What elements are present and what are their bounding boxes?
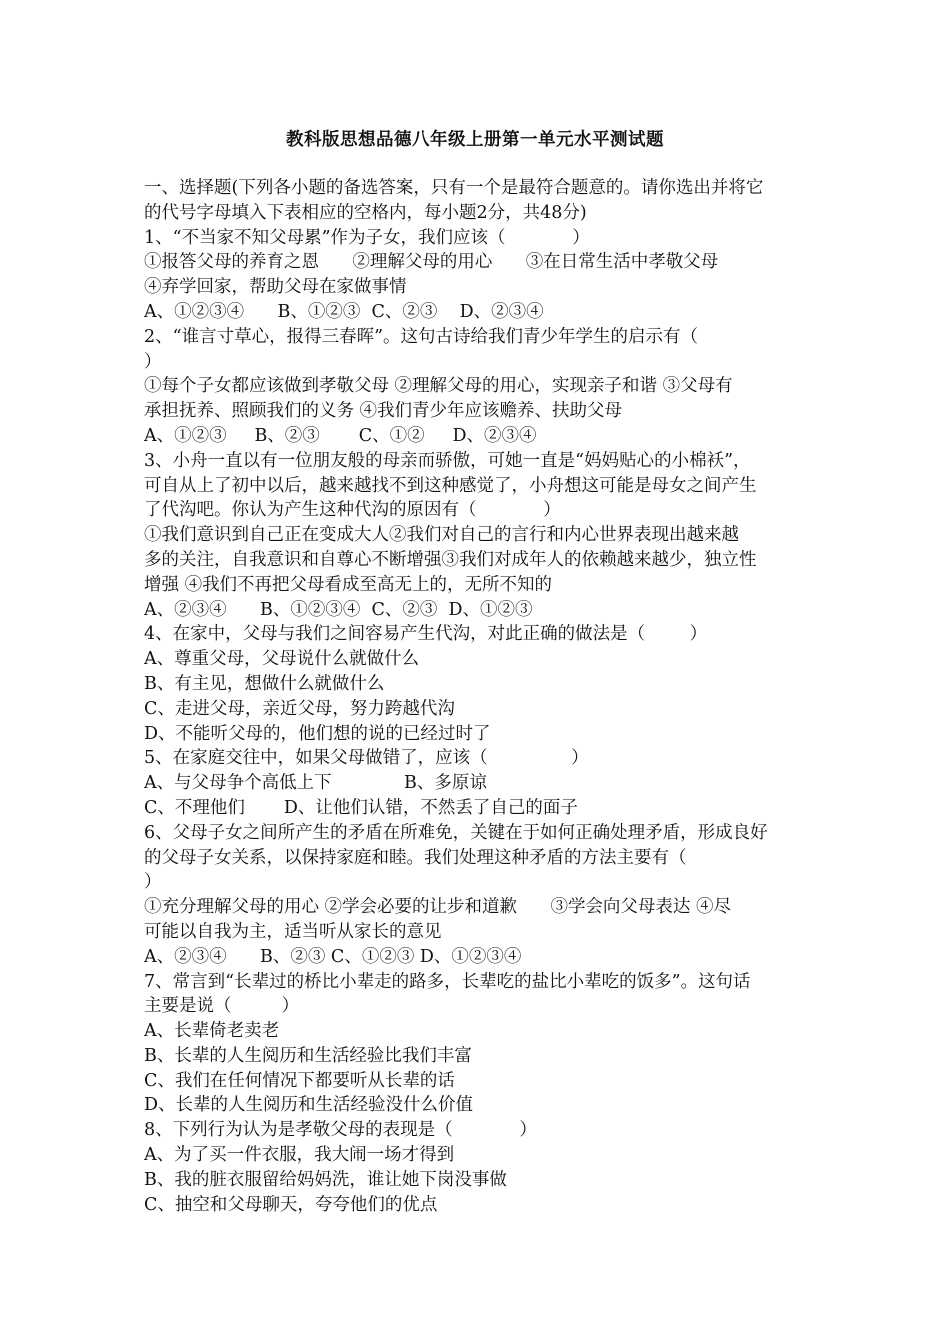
- text-line: ④弃学回家，帮助父母在家做事情: [144, 277, 407, 298]
- text-line: 多的关注，自我意识和自尊心不断增强③我们对成年人的依赖越来越少，独立性: [144, 549, 757, 570]
- text-line: ）: [144, 872, 162, 893]
- text-line: 1、“不当家不知父母累”作为子女，我们应该（ ）: [144, 227, 590, 248]
- text-line: B、我的脏衣服留给妈妈洗，谁让她下岗没事做: [144, 1169, 507, 1190]
- text-line: 可自从上了初中以后，越来越找不到这种感觉了，小舟想这可能是母女之间产生: [144, 475, 757, 496]
- text-line: C、走进父母，亲近父母，努力跨越代沟: [144, 698, 455, 719]
- text-line: ）: [144, 351, 162, 372]
- text-line: 了代沟吧。你认为产生这种代沟的原因有（ ）: [144, 500, 561, 521]
- text-line: D、长辈的人生阅历和生活经验没什么价值: [144, 1095, 474, 1116]
- text-line: 2、“谁言寸草心，报得三春晖”。这句古诗给我们青少年学生的启示有（: [144, 326, 699, 347]
- text-line: A、②③④ B、②③ C、①②③ D、①②③④: [144, 946, 522, 967]
- text-line: A、与父母争个高低上下 B、多原谅: [144, 773, 487, 794]
- text-line: 的父母子女关系，以保持家庭和睦。我们处理这种矛盾的方法主要有（: [144, 847, 687, 868]
- text-line: ①我们意识到自己正在变成大人②我们对自己的言行和内心世界表现出越来越: [144, 525, 739, 546]
- text-line: 3、小舟一直以有一位朋友般的母亲而骄傲，可她一直是“妈妈贴心的小棉袄”，: [144, 450, 751, 471]
- text-line: ①每个子女都应该做到孝敬父母 ②理解父母的用心，实现亲子和谐 ③父母有: [144, 376, 733, 397]
- text-line: ①报答父母的养育之恩 ②理解父母的用心 ③在日常生活中孝敬父母: [144, 252, 719, 273]
- text-line: 4、在家中，父母与我们之间容易产生代沟，对此正确的做法是（ ）: [144, 624, 708, 645]
- text-line: 主要是说（ ）: [144, 996, 300, 1017]
- text-line: C、不理他们 D、让他们认错，不然丢了自己的面子: [144, 797, 578, 818]
- text-line: 可能以自我为主，适当听从家长的意见: [144, 921, 442, 942]
- text-line: 7、常言到“长辈过的桥比小辈走的路多，长辈吃的盐比小辈吃的饭多”。这句话: [144, 971, 751, 992]
- text-line: 8、下列行为认为是孝敬父母的表现是（ ）: [144, 1120, 537, 1141]
- text-line: A、①②③ B、②③ C、①② D、②③④: [144, 425, 537, 446]
- text-line: A、为了买一件衣服，我大闹一场才得到: [144, 1145, 455, 1166]
- text-line: C、我们在任何情况下都要听从长辈的话: [144, 1070, 455, 1091]
- text-line: D、不能听父母的，他们想的说的已经过时了: [144, 723, 491, 744]
- text-line: B、有主见，想做什么就做什么: [144, 673, 385, 694]
- text-line: B、长辈的人生阅历和生活经验比我们丰富: [144, 1045, 472, 1066]
- text-line: A、尊重父母，父母说什么就做什么: [144, 649, 420, 670]
- question-body: [144, 176, 812, 1217]
- text-line: C、抽空和父母聊天，夸夸他们的优点: [144, 1194, 438, 1215]
- text-line: A、长辈倚老卖老: [144, 1021, 280, 1042]
- text-line: 增强 ④我们不再把父母看成至高无上的，无所不知的: [144, 574, 553, 595]
- text-line: A、②③④ B、①②③④ C、②③ D、①②③: [144, 599, 533, 620]
- text-line: 5、在家庭交往中，如果父母做错了，应该（ ）: [144, 748, 589, 769]
- text-line: 6、父母子女之间所产生的矛盾在所难免，关键在于如何正确处理矛盾，形成良好: [144, 822, 768, 843]
- text-line: 一、选择题(下列各小题的备选答案，只有一个是最符合题意的。请你选出并将它: [144, 178, 764, 198]
- page-title: 教科版思想品德八年级上册第一单元水平测试题: [286, 130, 664, 150]
- text-line: 承担抚养、照顾我们的义务 ④我们青少年应该赡养、扶助父母: [144, 401, 623, 422]
- text-line: 的代号字母填入下表相应的空格内，每小题2分，共48分): [144, 202, 587, 223]
- text-line: ①充分理解父母的用心 ②学会必要的让步和道歉 ③学会向父母表达 ④尽: [144, 897, 731, 918]
- text-line: A、①②③④ B、①②③ C、②③ D、②③④: [144, 301, 544, 322]
